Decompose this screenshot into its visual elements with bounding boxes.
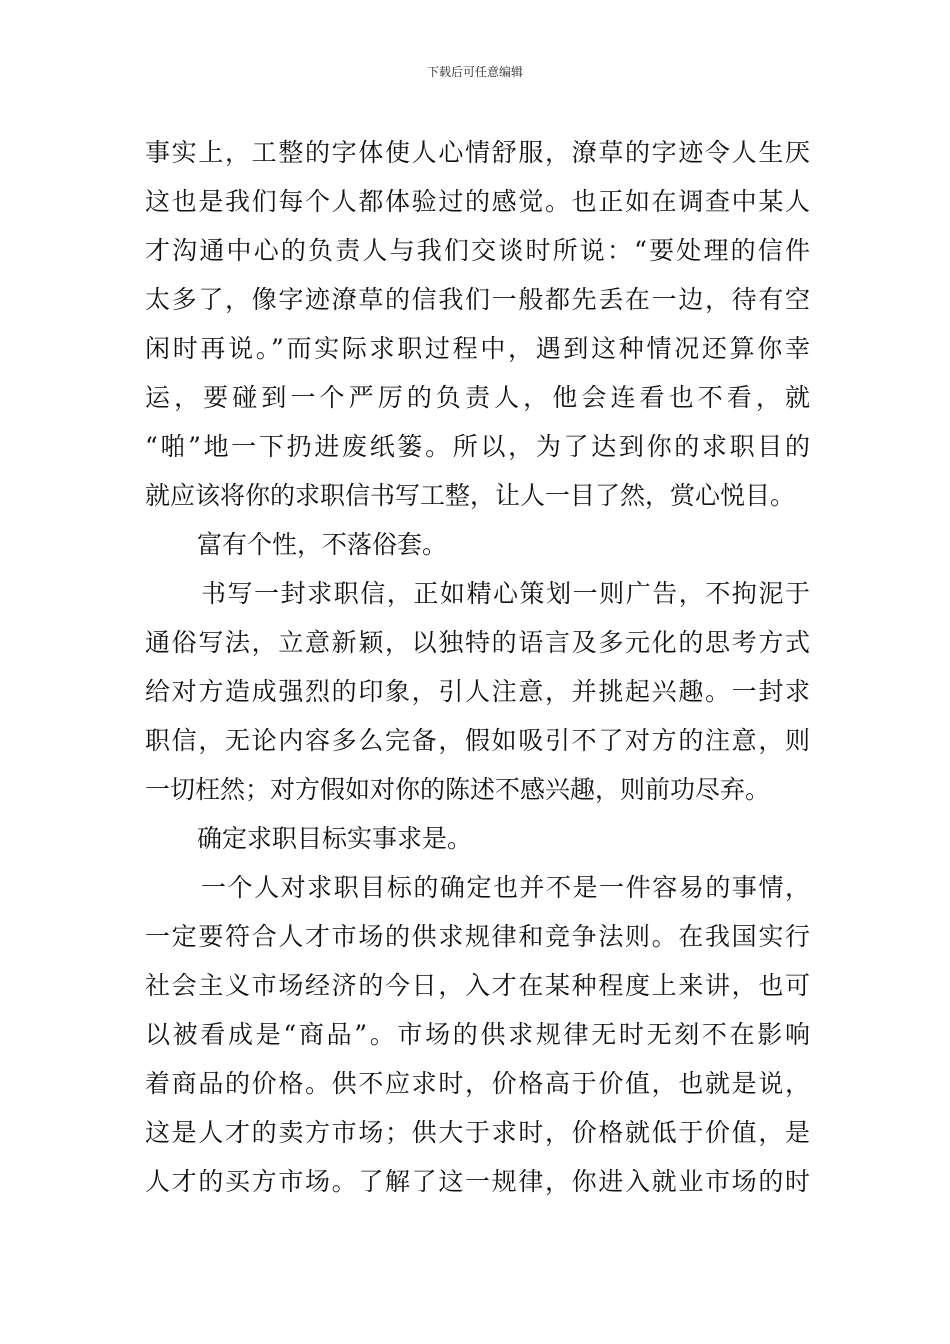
text-line: 着商品的价格。供不应求时，价格高于价值，也就是说，	[145, 1069, 810, 1098]
text-line: 职信，无论内容多么完备，假如吸引不了对方的注意，则	[145, 726, 810, 755]
text-line: 以被看成是“商品”。市场的供求规律无时无刻不在影响	[145, 1020, 810, 1049]
body-text	[145, 128, 810, 1206]
text-line: 就应该将你的求职信书写工整，让人一目了然，赏心悦目。	[145, 481, 796, 510]
text-line: 书写一封求职信，正如精心策划一则广告，不拘泥于	[201, 579, 810, 608]
text-line: 事实上，工整的字体使人心情舒服，潦草的字迹令人生厌	[145, 138, 810, 167]
text-line: 这是人才的卖方市场；供大于求时，价格就低于价值，是	[145, 1118, 810, 1147]
text-line: 这也是我们每个人都体验过的感觉。也正如在调查中某人	[145, 187, 810, 216]
text-line: 太多了，像字迹潦草的信我们一般都先丢在一边，待有空	[145, 285, 810, 314]
text-line: 社会主义市场经济的今日，入才在某种程度上来讲，也可	[145, 971, 810, 1000]
text-line: 运，要碰到一个严厉的负责人，他会连看也不看，就	[145, 383, 810, 412]
text-line: 一定要符合人才市场的供求规律和竞争法则。在我国实行	[145, 922, 810, 951]
text-line: 人才的买方市场。了解了这一规律，你进入就业市场的时	[145, 1167, 810, 1196]
text-line: 闲时再说。”而实际求职过程中，遇到这种情况还算你幸	[145, 334, 810, 363]
text-line: 给对方造成强烈的印象，引人注意，并挑起兴趣。一封求	[145, 677, 810, 706]
text-line: 才沟通中心的负责人与我们交谈时所说：“要处理的信件	[145, 236, 810, 265]
text-line: 通俗写法，立意新颖，以独特的语言及多元化的思考方式	[145, 628, 810, 657]
section-heading: 富有个性，不落俗套。	[197, 530, 448, 559]
text-line: “啪”地一下扔进废纸篓。所以，为了达到你的求职目的	[145, 432, 810, 461]
page-header: 下载后可任意编辑	[426, 65, 523, 79]
section-heading: 确定求职目标实事求是。	[197, 824, 473, 853]
text-line: 一切枉然；对方假如对你的陈述不感兴趣，则前功尽弃。	[145, 775, 771, 804]
text-line: 一个人对求职目标的确定也并不是一件容易的事情，	[201, 873, 810, 902]
